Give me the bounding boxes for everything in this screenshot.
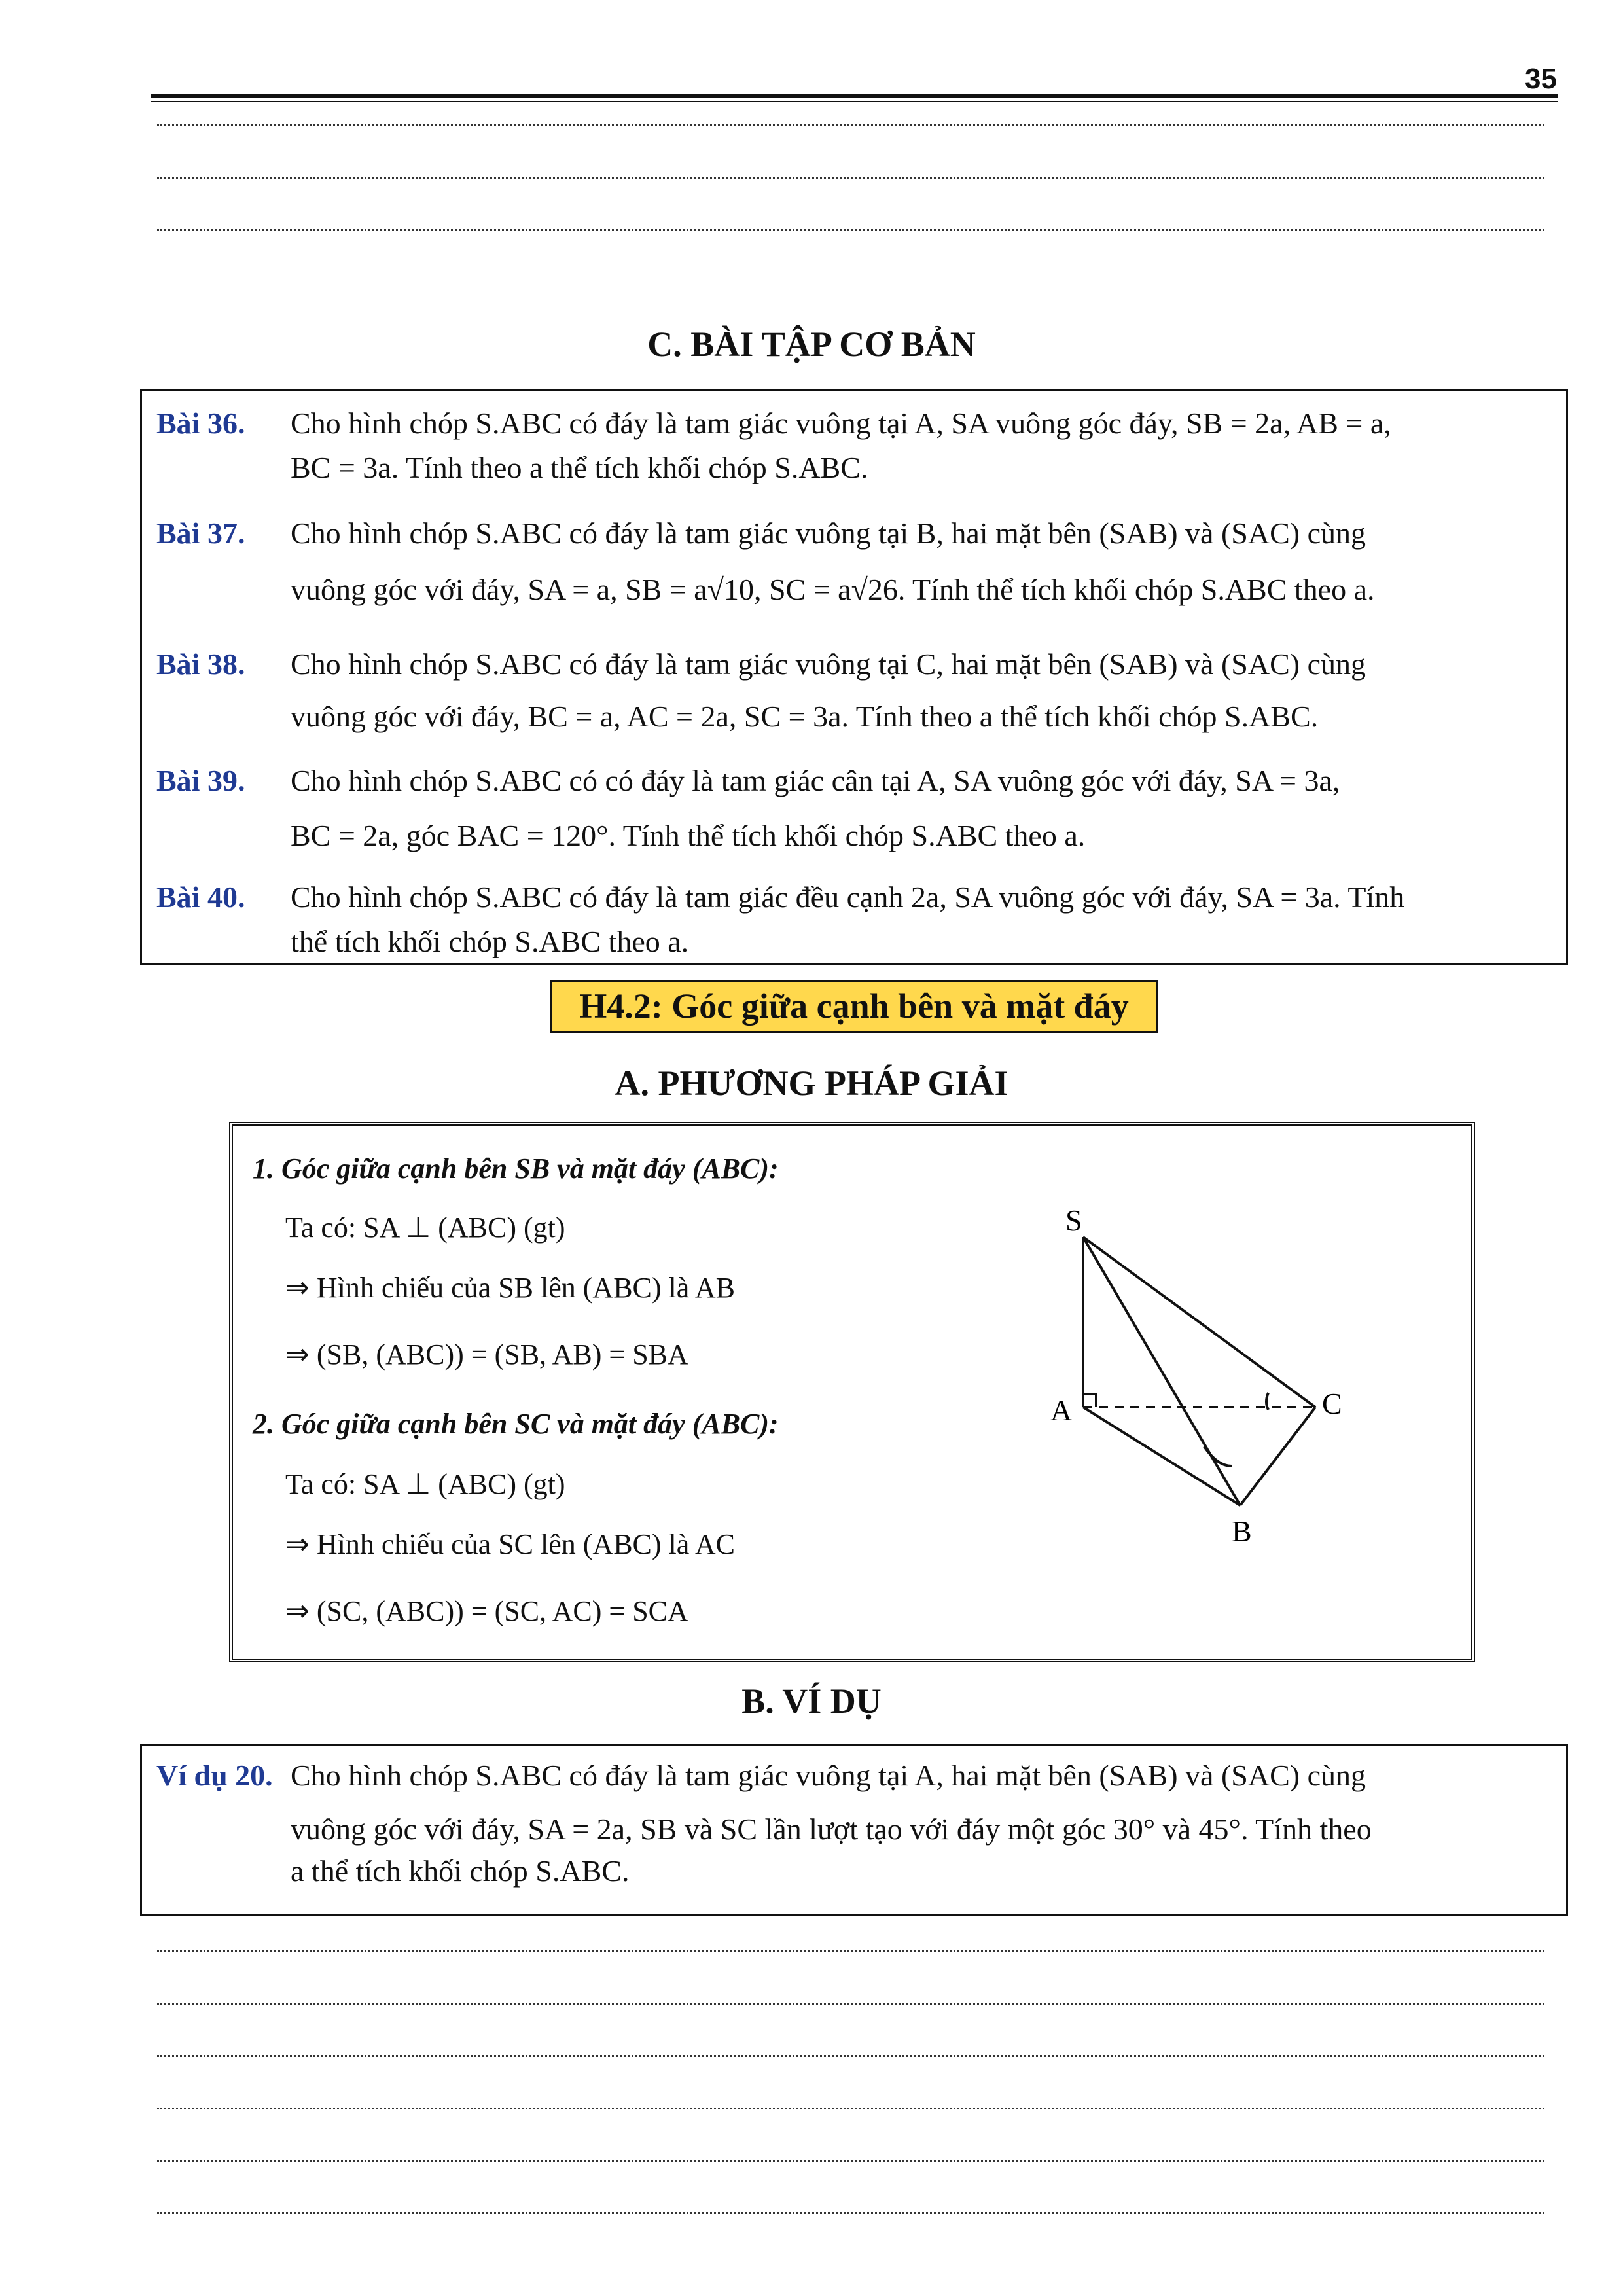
h42-title: H4.2: Góc giữa cạnh bên và mặt đáy xyxy=(550,980,1158,1033)
right-angle-mark xyxy=(1083,1394,1096,1407)
method-item-1-title: 1. Góc giữa cạnh bên SB và mặt đáy (ABC): xyxy=(253,1153,779,1185)
exercises-box xyxy=(140,389,1568,965)
answer-line xyxy=(157,177,1544,179)
answer-line xyxy=(157,229,1544,231)
vertex-label-s: S xyxy=(1065,1204,1082,1237)
vertex-label-b: B xyxy=(1232,1515,1252,1548)
vertex-label-a: A xyxy=(1050,1393,1073,1427)
exercise-label: Bài 37. xyxy=(156,516,245,550)
answer-line xyxy=(157,2160,1544,2162)
section-b-title: B. VÍ DỤ xyxy=(741,1681,882,1721)
example-box xyxy=(140,1744,1568,1916)
header-rule-thin xyxy=(151,101,1558,102)
exercise-text: Cho hình chóp S.ABC có đáy là tam giác đều cạnh 2a, SA vuông góc với đáy, SA = 3a. Tính thể tích khối chóp S.ABC theo a. xyxy=(291,880,1405,958)
method-item-1-line: ⇒ Hình chiếu của SB lên (ABC) là AB xyxy=(285,1272,736,1304)
edge-bc xyxy=(1240,1407,1315,1505)
method-item-2-title: 2. Góc giữa cạnh bên SC và mặt đáy (ABC): xyxy=(253,1408,779,1440)
pyramid-diagram xyxy=(1021,1191,1387,1558)
method-item-2-line: ⇒ Hình chiếu của SC lên (ABC) là AC xyxy=(285,1528,736,1560)
angle-arc-c xyxy=(1266,1393,1268,1410)
exercise-label: Bài 36. xyxy=(156,406,245,440)
method-item-2-line: ⇒ (SC, (ABC)) = (SC, AC) = SCA xyxy=(285,1595,688,1627)
edge-sb xyxy=(1083,1237,1240,1505)
vertex-label-c: C xyxy=(1322,1387,1342,1420)
answer-line xyxy=(157,2055,1544,2057)
answer-line xyxy=(157,2108,1544,2109)
section-c-title: C. BÀI TẬP CƠ BẢN xyxy=(647,325,976,364)
answer-line xyxy=(157,2003,1544,2005)
section-a-title: A. PHƯƠNG PHÁP GIẢI xyxy=(615,1064,1008,1103)
edge-ab xyxy=(1083,1407,1240,1505)
example-label: Ví dụ 20. xyxy=(156,1759,273,1792)
page-number: 35 xyxy=(1525,63,1557,95)
answer-line xyxy=(157,1950,1544,1952)
method-item-1-line: Ta có: SA ⊥ (ABC) (gt) xyxy=(285,1211,565,1244)
exercise-text: Cho hình chóp S.ABC có đáy là tam giác vuông tại B, hai mặt bên (SAB) và (SAC) cùng vuông góc với đáy, SA = a, SB = a√10, SC = a√26. Tính thể tích khối chóp S.ABC theo a. xyxy=(291,516,1375,606)
edge-sc xyxy=(1083,1237,1315,1407)
exercise-label: Bài 40. xyxy=(156,880,245,914)
answer-line xyxy=(157,2212,1544,2214)
exercise-label: Bài 39. xyxy=(156,764,245,797)
header-rule xyxy=(151,94,1558,98)
answer-line xyxy=(157,124,1544,126)
method-item-2-line: Ta có: SA ⊥ (ABC) (gt) xyxy=(285,1468,565,1500)
exercise-text: Cho hình chóp S.ABC có có đáy là tam giác cân tại A, SA vuông góc với đáy, SA = 3a, BC = 2a, góc BAC = 120°. Tính thể tích khối chóp S.ABC theo a. xyxy=(291,764,1340,852)
method-item-1-line: ⇒ (SB, (ABC)) = (SB, AB) = SBA xyxy=(285,1338,688,1371)
exercise-text: Cho hình chóp S.ABC có đáy là tam giác vuông tại A, SA vuông góc đáy, SB = 2a, AB = a, BC = 3a. Tính theo a thể tích khối chóp S.ABC. xyxy=(291,406,1391,484)
exercise-text: Cho hình chóp S.ABC có đáy là tam giác vuông tại C, hai mặt bên (SAB) và (SAC) cùng vuông góc với đáy, BC = a, AC = 2a, SC = 3a. Tính theo a thể tích khối chóp S.ABC. xyxy=(291,647,1366,733)
exercise-label: Bài 38. xyxy=(156,647,245,681)
example-text: Cho hình chóp S.ABC có đáy là tam giác vuông tại A, hai mặt bên (SAB) và (SAC) cùng vuông góc với đáy, SA = 2a, SB và SC lần lượt tạo với đáy một góc 30° và 45°. Tính theo a thể tích khối chóp S.ABC. xyxy=(291,1759,1372,1888)
